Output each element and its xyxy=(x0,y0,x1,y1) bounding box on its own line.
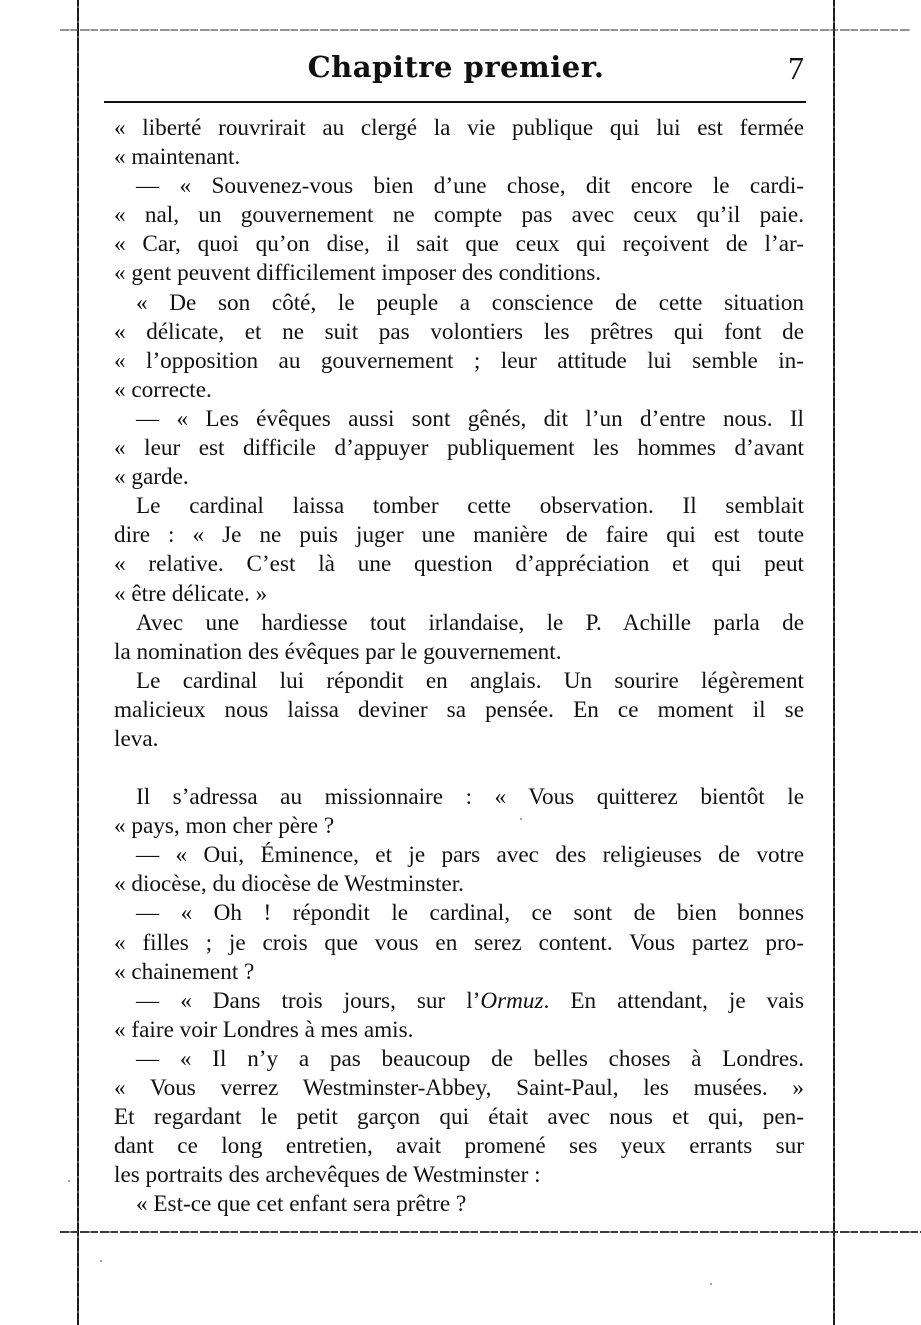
text-line: dire : « Je ne puis juger une manière de faire qui est toute xyxy=(114,522,804,549)
scan-speck xyxy=(520,818,522,820)
text-line: « faire voir Londres à mes amis. xyxy=(114,1016,414,1043)
crop-mark-right xyxy=(833,0,835,1325)
paragraph xyxy=(114,172,804,288)
text-line: « relative. C’est là une question d’appréciation et qui peut xyxy=(114,551,804,578)
paragraph xyxy=(114,987,804,1045)
text-line: « nal, un gouvernement ne compte pas avec ceux qu’il paie. xyxy=(114,202,804,229)
scan-speck xyxy=(68,1180,70,1182)
text-line: « De son côté, le peuple a conscience de cette situation xyxy=(136,289,804,316)
text-line: — « Souvenez-vous bien d’une chose, dit encore le cardi- xyxy=(136,173,804,200)
paragraph xyxy=(114,1190,804,1219)
crop-mark-top xyxy=(60,29,910,31)
text-line: « être délicate. » xyxy=(114,580,268,607)
text-line: « délicate, et ne suit pas volontiers les prêtres qui font de xyxy=(114,318,804,345)
text-line: — « Dans trois jours, sur l’Ormuz. En attendant, je vais xyxy=(136,987,804,1014)
text-line: « leur est difficile d’appuyer publiquement les hommes d’avant xyxy=(114,435,804,462)
text-line: « garde. xyxy=(114,464,189,491)
text-line: les portraits des archevêques de Westminster : xyxy=(114,1162,541,1189)
header-rule xyxy=(104,101,806,103)
scan-speck xyxy=(710,1283,712,1285)
text-line: « liberté rouvrirait au clergé la vie publique qui lui est fermée xyxy=(114,115,804,141)
text-line: « pays, mon cher père ? xyxy=(114,813,335,840)
scan-speck xyxy=(100,1260,102,1262)
paragraph xyxy=(114,405,804,492)
section-break xyxy=(114,754,804,783)
text-line: « chainement ? xyxy=(114,958,255,985)
paragraph xyxy=(114,609,804,667)
paragraph xyxy=(114,899,804,986)
text-line: — « Oh ! répondit le cardinal, ce sont de bien bonnes xyxy=(136,900,804,927)
paragraph xyxy=(114,841,804,899)
text-line: malicieux nous laissa deviner sa pensée. En ce moment il se xyxy=(114,696,804,723)
text-line: « Est-ce que cet enfant sera prêtre ? xyxy=(136,1191,467,1218)
body-text xyxy=(114,114,804,1219)
paragraph xyxy=(114,1045,804,1190)
text-line: « filles ; je crois que vous en serez content. Vous partez pro- xyxy=(114,929,804,956)
text-line: « diocèse, du diocèse de Westminster. xyxy=(114,871,464,898)
text-line: leva. xyxy=(114,725,159,752)
text-line: Avec une hardiesse tout irlandaise, le P. Achille parla de xyxy=(136,609,804,636)
text-line: Le cardinal lui répondit en anglais. Un sourire légèrement xyxy=(136,667,804,694)
text-line: — « Les évêques aussi sont gênés, dit l’un d’entre nous. Il xyxy=(136,405,804,432)
text-line: Et regardant le petit garçon qui était avec nous et qui, pen- xyxy=(114,1104,804,1131)
crop-mark-bottom xyxy=(60,1231,921,1233)
text-line: — « Il n’y a pas beaucoup de belles choses à Londres. xyxy=(136,1045,804,1072)
paragraph xyxy=(114,667,804,754)
text-line: — « Oui, Éminence, et je pars avec des religieuses de votre xyxy=(136,842,804,869)
running-header xyxy=(108,48,804,98)
text-line: Il s’adressa au missionnaire : « Vous quitterez bientôt le xyxy=(136,784,804,811)
ship-name: Ormuz xyxy=(480,987,544,1014)
paragraph xyxy=(114,289,804,405)
text-line: « maintenant. xyxy=(114,144,241,171)
text-line: dant ce long entretien, avait promené ses yeux errants sur xyxy=(114,1133,804,1160)
text-line: « correcte. xyxy=(114,376,212,403)
text-line: « Vous verrez Westminster-Abbey, Saint-Paul, les musées. » xyxy=(114,1075,804,1101)
text-line: « gent peuvent difficilement imposer des conditions. xyxy=(114,260,602,287)
paragraph xyxy=(114,114,804,172)
chapter-title: Chapitre premier. xyxy=(307,50,605,84)
text-line: la nomination des évêques par le gouvernement. xyxy=(114,638,562,665)
text-line: « l’opposition au gouvernement ; leur attitude lui semble in- xyxy=(114,347,804,374)
text-line: Le cardinal laissa tomber cette observation. Il semblait xyxy=(136,493,804,520)
paragraph xyxy=(114,783,804,841)
page-number: 7 xyxy=(788,50,804,86)
paragraph xyxy=(114,492,804,608)
crop-mark-left xyxy=(77,0,79,1325)
text-line: « Car, quoi qu’on dise, il sait que ceux qui reçoivent de l’ar- xyxy=(114,231,804,258)
